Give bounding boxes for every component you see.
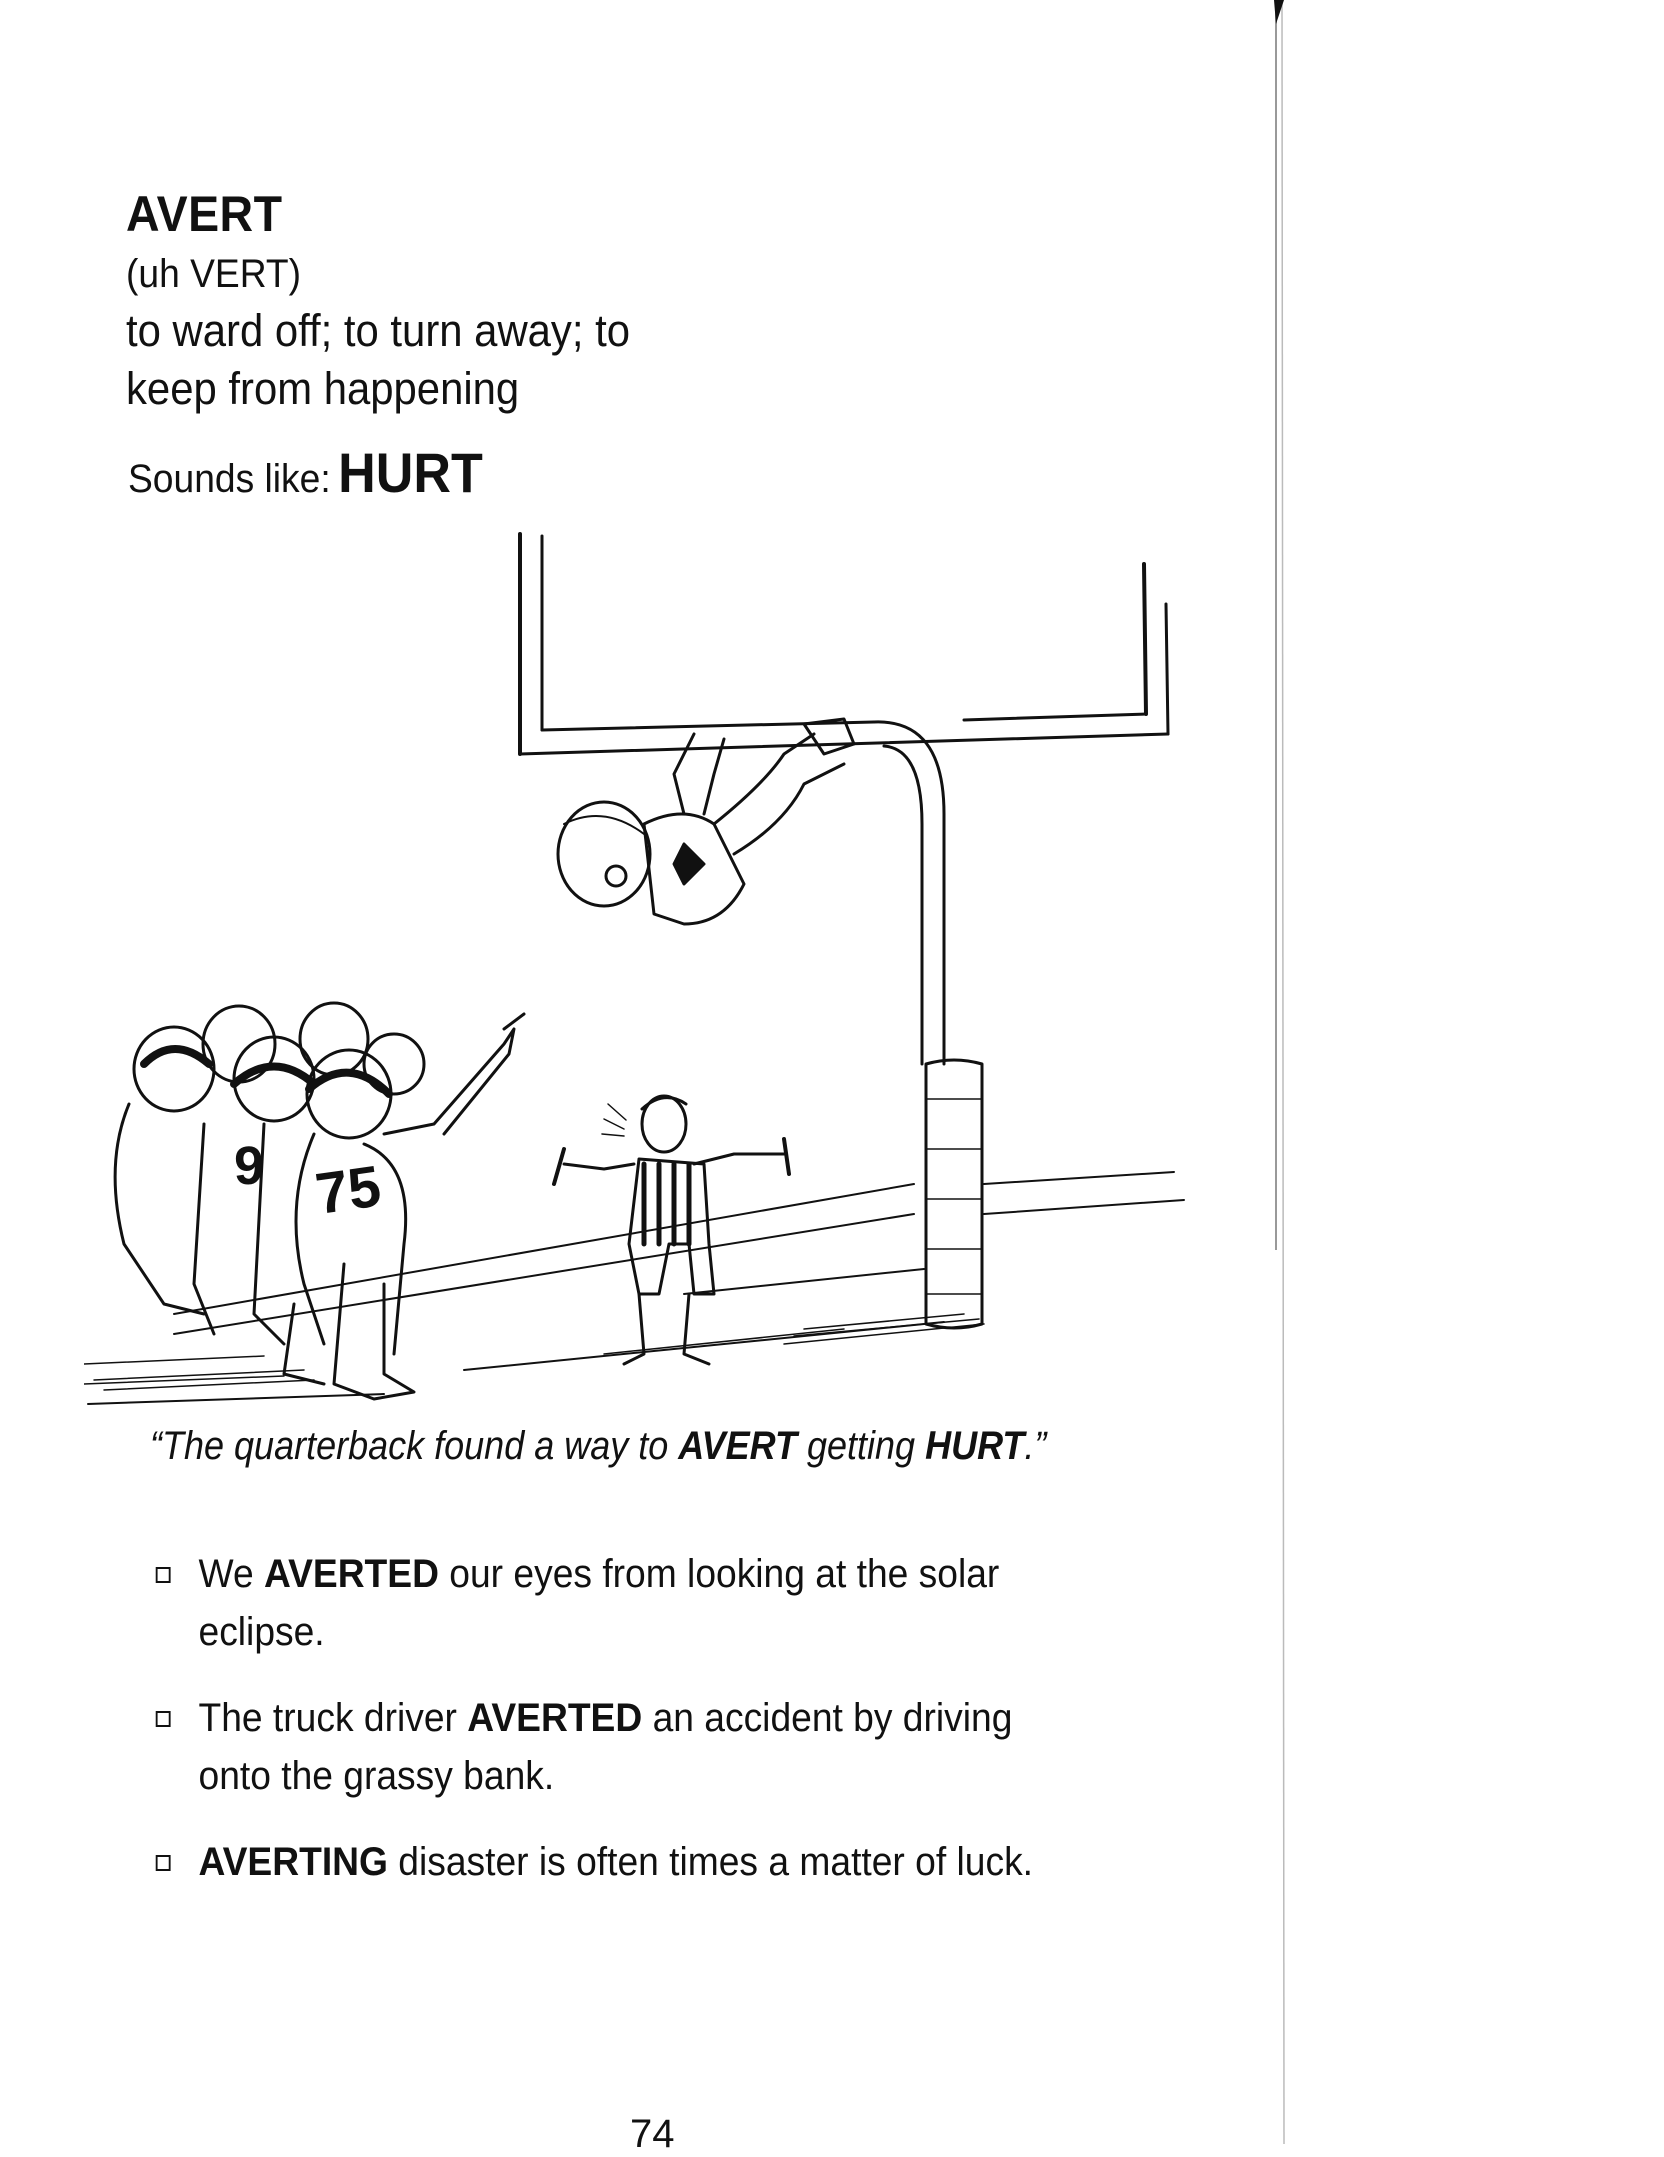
example-bold: AVERTED xyxy=(467,1696,643,1740)
headword: AVERT xyxy=(126,186,283,242)
caption-open-quote: “ xyxy=(150,1424,162,1468)
pronunciation: (uh VERT) xyxy=(126,252,302,296)
football-cartoon-illustration xyxy=(84,524,1194,1414)
illustration-caption xyxy=(150,1424,1046,1469)
caption-close: .” xyxy=(1024,1424,1047,1468)
example-after: our eyes from looking at the solar eclipse. xyxy=(198,1552,1000,1654)
example-item xyxy=(152,1545,1082,1661)
checkbox-bullet-icon xyxy=(156,1567,171,1583)
caption-bold-2: HURT xyxy=(925,1424,1025,1468)
example-after: disaster is often times a matter of luck. xyxy=(387,1840,1034,1884)
example-bold: AVERTED xyxy=(263,1552,439,1596)
checkbox-bullet-icon xyxy=(156,1711,171,1727)
jersey-number-75: 75 xyxy=(311,1153,385,1227)
example-sentences-list xyxy=(152,1545,1152,1919)
caption-bold-1: AVERT xyxy=(678,1424,797,1468)
jersey-number-9: 9 xyxy=(234,1136,265,1196)
example-item xyxy=(152,1833,1082,1891)
example-before: We xyxy=(198,1552,264,1596)
example-before: The truck driver xyxy=(198,1696,468,1740)
checkbox-bullet-icon xyxy=(156,1855,171,1871)
caption-text-1: The quarterback found a way to xyxy=(161,1424,679,1468)
example-after: an accident by driving onto the grassy bank. xyxy=(198,1696,1013,1798)
sounds-like xyxy=(128,440,483,505)
sounds-like-label: Sounds like: xyxy=(128,457,331,501)
example-bold: AVERTING xyxy=(198,1840,388,1884)
example-item xyxy=(152,1689,1082,1805)
definition: to ward off; to turn away; to keep from happening xyxy=(126,305,631,414)
page-number: 74 xyxy=(630,2112,675,2156)
caption-text-2: getting xyxy=(796,1424,926,1468)
page-binding-edge xyxy=(1272,0,1288,2144)
sounds-like-word: HURT xyxy=(338,441,483,504)
